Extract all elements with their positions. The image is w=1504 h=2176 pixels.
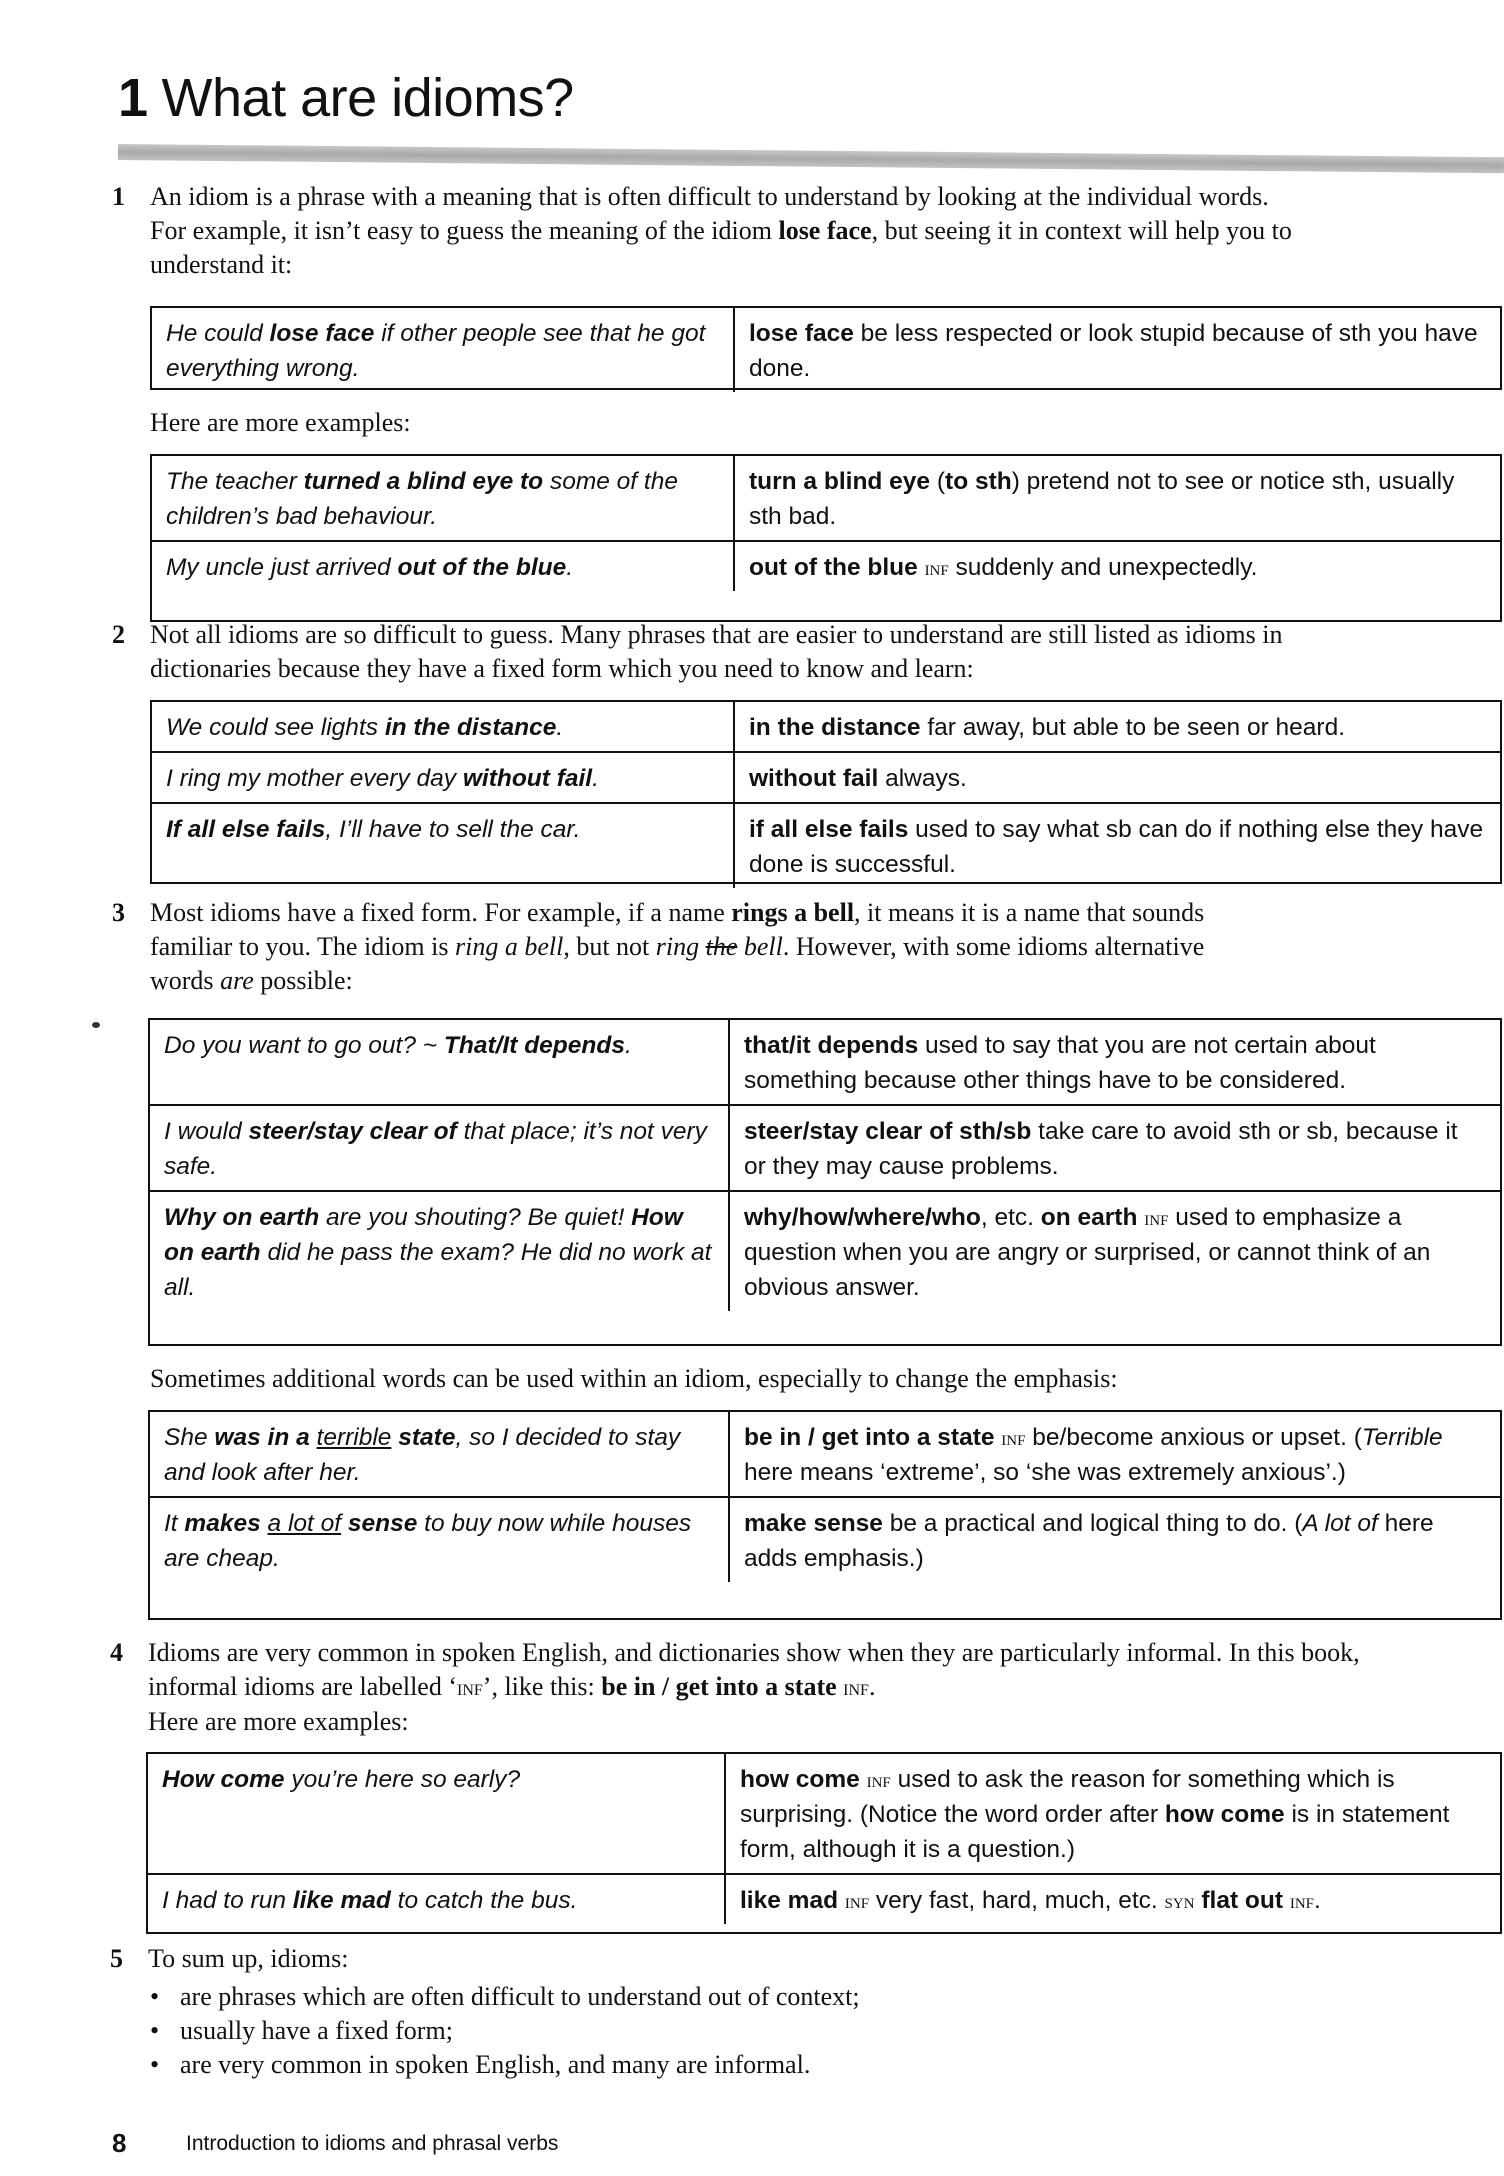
example-sentence-cell: She was in a terrible state, so I decided to stay and look after her. — [150, 1412, 730, 1496]
definition-cell: steer/stay clear of sth/sb take care to avoid sth or sb, because it or they may cause problems. — [744, 1118, 1458, 1180]
definition-cell: in the distance far away, but able to be seen or heard. — [749, 714, 1346, 741]
section-4-intro-line3: Here are more examples: — [148, 1707, 409, 1736]
table-row — [148, 1873, 1500, 1924]
table-row — [150, 1190, 1500, 1311]
definition-cell: if all else fails used to say what sb can do if nothing else they have done is successful. — [749, 816, 1484, 878]
section-3-intro-text: Most idioms have a fixed form. For example, if a name rings a bell, it means it is a name that sounds familiar to you. The idiom is ring a bell, but not ring the bell. However, with some idioms alternative words are possible: — [150, 898, 1205, 995]
page-footer — [112, 2128, 559, 2159]
bullet-text: are phrases which are often difficult to understand out of context; — [180, 1982, 860, 2011]
section-number: 1 — [112, 182, 125, 211]
definition-cell: why/how/where/who, etc. on earth inf used to emphasize a question when you are angry or surprised, or cannot think of an obvious answer. — [744, 1204, 1431, 1301]
section-number: 2 — [112, 620, 125, 649]
summary-bullet — [150, 1980, 860, 2014]
bullet-text: usually have a fixed form; — [180, 2016, 453, 2045]
example-sentence-cell: How come you’re here so early? — [148, 1754, 726, 1873]
example-sentence-cell: If all else fails, I’ll have to sell the car. — [152, 804, 735, 888]
definition-cell: out of the blue inf suddenly and unexpectedly. — [749, 554, 1258, 581]
definition-cell: turn a blind eye (to sth) pretend not to see or notice sth, usually sth bad. — [749, 468, 1455, 530]
section-2-intro-text: Not all idioms are so difficult to guess. Many phrases that are easier to understand are still listed as idioms in dictionaries because they have a fixed form which you need to know and learn: — [150, 620, 1283, 683]
example-sentence-cell: I ring my mother every day without fail. — [152, 753, 735, 802]
section-1-intro — [112, 180, 1300, 282]
table-row — [150, 1104, 1500, 1190]
table-row — [152, 308, 1500, 392]
idiom-table-2 — [150, 454, 1502, 622]
table-row — [152, 751, 1500, 802]
idiom-table-3 — [150, 700, 1502, 884]
section-5-intro — [110, 1942, 349, 1976]
table-row — [150, 1412, 1500, 1496]
idiom-table-1 — [150, 306, 1502, 390]
idiom-table-6 — [146, 1752, 1502, 1934]
example-sentence-cell: It makes a lot of sense to buy now while houses are cheap. — [150, 1498, 730, 1582]
section-number: 3 — [112, 898, 125, 927]
summary-bullet-list — [150, 1980, 860, 2082]
scan-speck — [92, 1022, 100, 1028]
table-row — [152, 540, 1500, 591]
footer-section-label: Introduction to idioms and phrasal verbs — [186, 2132, 559, 2155]
section-2-intro — [112, 618, 1360, 686]
section-3-intro — [112, 896, 1270, 998]
bullet-icon: • — [150, 2016, 160, 2045]
table-row — [152, 456, 1500, 540]
example-sentence-cell: The teacher turned a blind eye to some of the children’s bad behaviour. — [152, 456, 735, 540]
page-number: 8 — [112, 2128, 127, 2158]
unit-title — [118, 66, 574, 130]
example-sentence-cell: He could lose face if other people see that he got everything wrong. — [152, 308, 735, 392]
table-row — [152, 702, 1500, 751]
unit-number: 1 — [118, 68, 148, 128]
example-sentence-cell: Why on earth are you shouting? Be quiet! How on earth did he pass the exam? He did no work at all. — [150, 1192, 730, 1311]
section-number: 5 — [110, 1944, 123, 1973]
unit-title-text: What are idioms? — [161, 68, 574, 128]
definition-cell: how come inf used to ask the reason for something which is surprising. (Notice the word order after how come is in statement form, although it is a question.) — [740, 1766, 1450, 1863]
idiom-table-4 — [148, 1018, 1502, 1346]
example-sentence-cell: We could see lights in the distance. — [152, 702, 735, 751]
table-row — [150, 1496, 1500, 1582]
section-1-between-text: Here are more examples: — [150, 408, 411, 437]
definition-cell: lose face be less respected or look stupid because of sth you have done. — [749, 320, 1478, 382]
definition-cell: make sense be a practical and logical thing to do. (A lot of here adds emphasis.) — [744, 1510, 1434, 1572]
section-5-intro-text: To sum up, idioms: — [148, 1944, 349, 1973]
table-row — [150, 1020, 1500, 1104]
title-underline-rule — [118, 144, 1504, 173]
definition-cell: that/it depends used to say that you are not certain about something because other things have to be considered. — [744, 1032, 1376, 1094]
definition-cell: without fail always. — [749, 765, 967, 792]
example-sentence-cell: Do you want to go out? ~ That/It depends. — [150, 1020, 730, 1104]
section-4-intro-text: Idioms are very common in spoken English, and dictionaries show when they are particularly informal. In this book, informal idioms are labelled ‘inf’, like this: be in / get into a state inf. — [148, 1638, 1360, 1701]
summary-bullet — [150, 2048, 860, 2082]
table-row — [152, 802, 1500, 888]
idiom-table-5 — [148, 1410, 1502, 1620]
section-1-intro-text: An idiom is a phrase with a meaning that is often difficult to understand by looking at the individual words. For example, it isn’t easy to guess the meaning of the idiom lose face, but seeing it in context will help you to understand it: — [150, 182, 1292, 279]
section-3-between-text: Sometimes additional words can be used within an idiom, especially to change the emphasis: — [150, 1364, 1118, 1393]
example-sentence-cell: I would steer/stay clear of that place; it’s not very safe. — [150, 1106, 730, 1190]
bullet-icon: • — [150, 2050, 160, 2079]
example-sentence-cell: I had to run like mad to catch the bus. — [148, 1875, 726, 1924]
bullet-icon: • — [150, 1982, 160, 2011]
definition-cell: be in / get into a state inf be/become anxious or upset. (Terrible here means ‘extreme’, so ‘she was extremely anxious’.) — [744, 1424, 1443, 1486]
definition-cell: like mad inf very fast, hard, much, etc. syn flat out inf. — [740, 1887, 1321, 1914]
table-row — [148, 1754, 1500, 1873]
example-sentence-cell: My uncle just arrived out of the blue. — [152, 542, 735, 591]
section-number: 4 — [110, 1638, 123, 1667]
bullet-text: are very common in spoken English, and many are informal. — [180, 2050, 811, 2079]
section-4-intro — [110, 1636, 1368, 1739]
summary-bullet — [150, 2014, 860, 2048]
